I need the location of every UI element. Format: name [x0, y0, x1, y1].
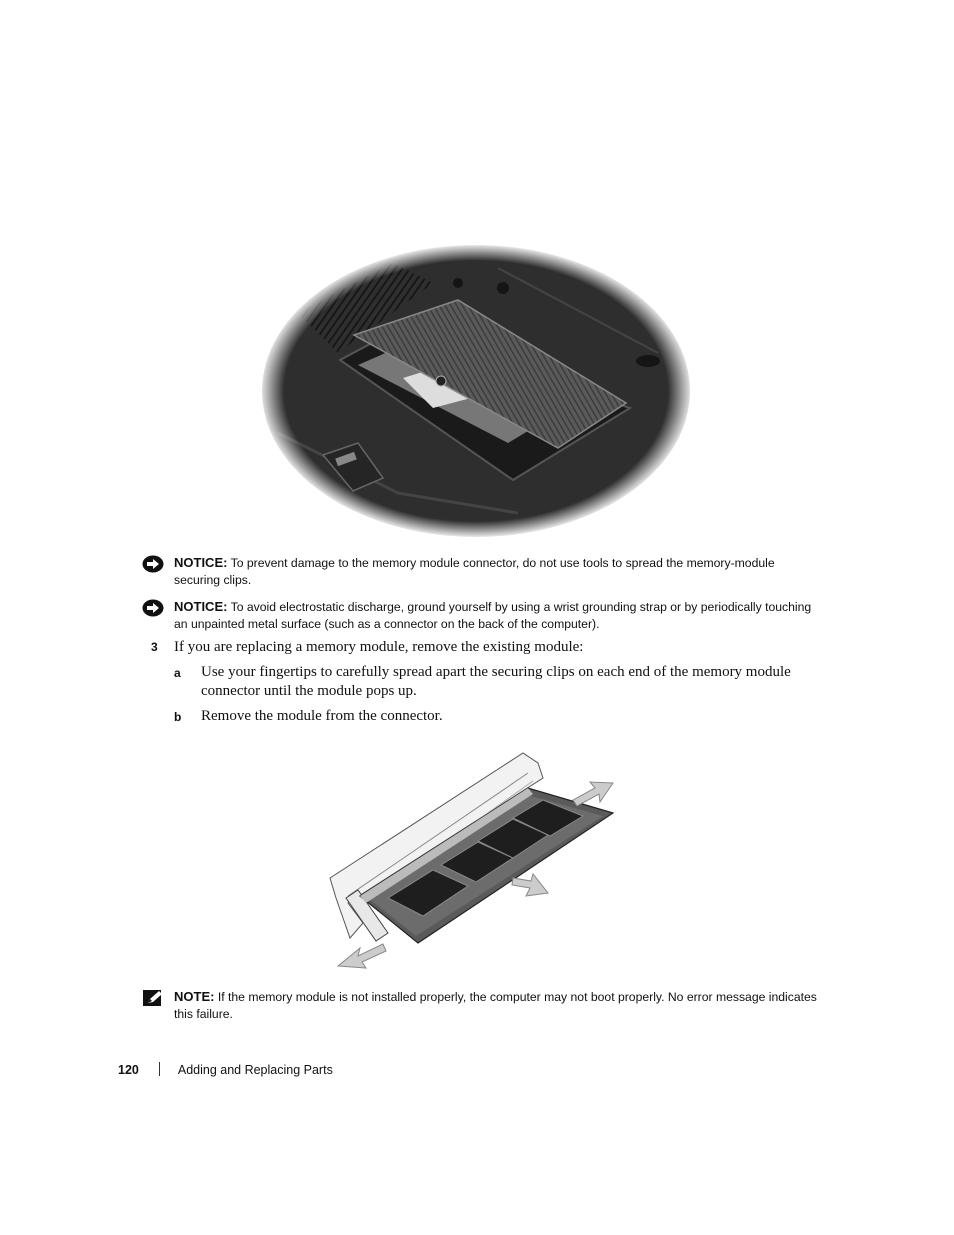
page-number: 120 [118, 1063, 139, 1077]
step-3-text: If you are replacing a memory module, remove the existing module: [174, 639, 584, 655]
note-label: NOTE: [174, 989, 215, 1004]
substep-letter-b: b [174, 710, 182, 724]
notice-text: To prevent damage to the memory module connector, do not use tools to spread the memory-module securing clips. [174, 556, 775, 587]
notice-label: NOTICE: [174, 599, 228, 614]
substep-b-text: Remove the module from the connector. [201, 708, 443, 724]
notice-1 [142, 554, 822, 589]
step-number: 3 [151, 640, 158, 654]
note-text: If the memory module is not installed properly, the computer may not boot properly. No error message indicates this failure. [174, 990, 817, 1021]
substep-letter-a: a [174, 666, 181, 680]
memory-module-removal-illustration [328, 748, 624, 974]
section-title: Adding and Replacing Parts [177, 1063, 333, 1077]
notice-text: To avoid electrostatic discharge, ground yourself by using a wrist grounding strap or by periodically touching an unpainted metal surface (such as a connector on the back of the computer). [174, 600, 812, 631]
substep-a-text: Use your fingertips to carefully spread apart the securing clips on each end of the memory module connector until the module pops up. [201, 664, 791, 699]
note [142, 988, 822, 1023]
memory-compartment-photo [258, 243, 694, 540]
notice-label: NOTICE: [174, 555, 228, 570]
notice-arrow-icon [142, 599, 164, 617]
pencil-note-icon [142, 989, 164, 1007]
page-footer [118, 1062, 333, 1077]
notice-arrow-icon [142, 555, 164, 573]
footer-separator [159, 1062, 160, 1076]
notice-2 [142, 598, 822, 633]
